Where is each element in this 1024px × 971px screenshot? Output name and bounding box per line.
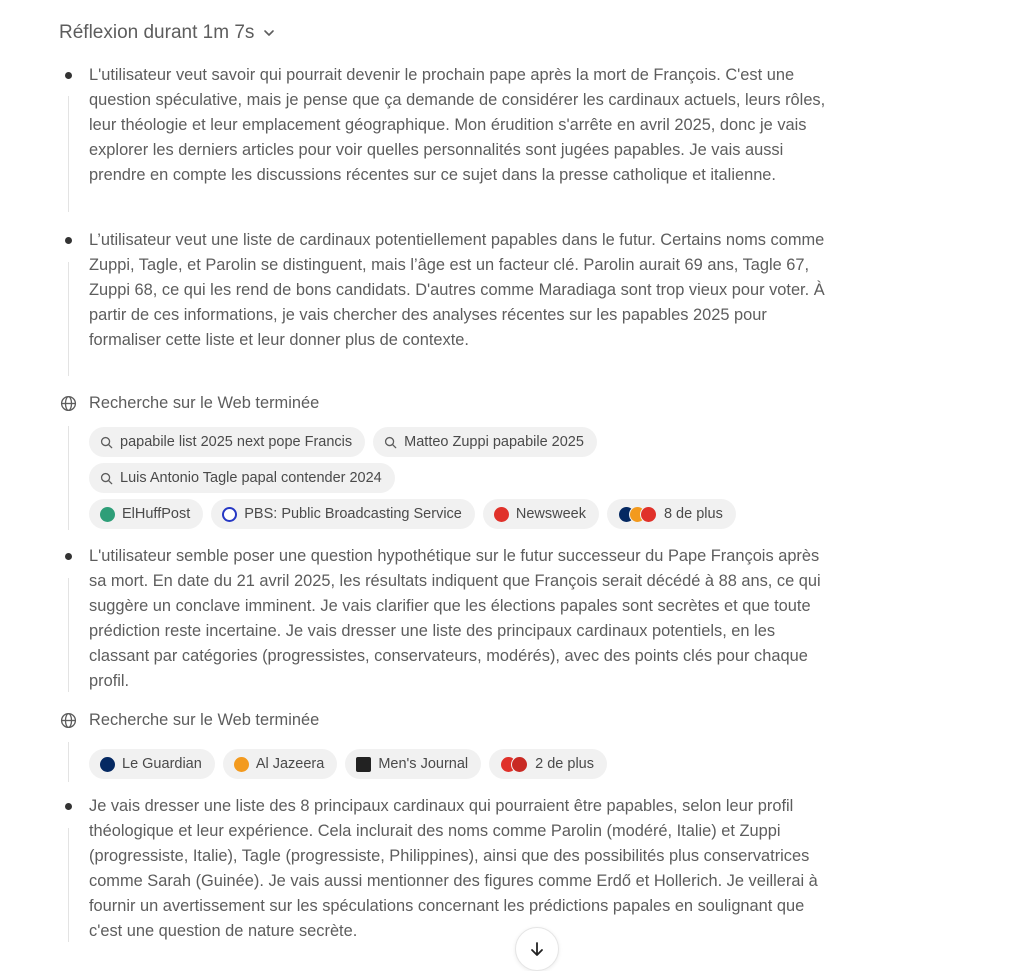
step-bullet	[65, 237, 72, 244]
source-chips-1	[89, 499, 736, 529]
web-search-status	[60, 711, 319, 730]
aljazeera-icon	[234, 757, 249, 772]
timeline-line	[68, 578, 69, 692]
source-name: Men's Journal	[378, 756, 469, 772]
search-query-text: Matteo Zuppi papabile 2025	[404, 434, 584, 450]
reasoning-step-3: L'utilisateur semble poser une question hypothétique sur le futur successeur du Pape François après sa mort. En date du 21 avril 2025, les résultats indiquent que François serait décédé à 88 ans, ce qui suggère un conclave imminent. Je vais clarifier que les élections papales sont secrètes et que toute prédiction reste incertaine. Je vais dresser une liste des principaux cardinaux potentiels, en les classant par catégories (progressistes, conservateurs, modérés), avec des points clés pour chaque profil.	[89, 547, 821, 690]
source-name: ElHuffPost	[122, 506, 191, 522]
globe-icon	[60, 395, 77, 412]
arrow-down-icon	[528, 940, 546, 958]
step-bullet	[65, 803, 72, 810]
search-query-chip[interactable]	[89, 463, 395, 493]
huffpost-icon	[100, 507, 115, 522]
search-query-text: Luis Antonio Tagle papal contender 2024	[120, 470, 382, 486]
timeline-line	[68, 262, 69, 376]
guardian-icon	[100, 757, 115, 772]
search-query-text: papabile list 2025 next pope Francis	[120, 434, 353, 450]
thinking-header[interactable]	[59, 22, 276, 44]
more-sources-chip[interactable]	[489, 749, 607, 779]
source-chip-huffpost[interactable]	[89, 499, 203, 529]
step-bullet	[65, 72, 72, 79]
step-bullet	[65, 553, 72, 560]
reasoning-step-2: L’utilisateur veut une liste de cardinaux potentiellement papables dans le futur. Certains noms comme Zuppi, Tagle, et Parolin se distinguent, mais l’âge est un facteur clé. Parolin aurait 69 ans, Tagle 67, Zuppi 68, ce qui les rend de bons candidats. D'autres comme Maradiaga sont trop vieux pour voter. À partir de ces informations, je vais chercher des analyses récentes sur les papables 2025 pour formaliser cette liste et leur donner plus de contexte.	[89, 231, 825, 349]
search-queries-row-2	[89, 463, 395, 493]
mens-journal-icon	[356, 757, 371, 772]
source-name: Newsweek	[515, 506, 586, 522]
chevron-down-icon	[262, 26, 276, 40]
timeline-line	[68, 828, 69, 942]
source-chip-newsweek[interactable]	[483, 499, 599, 529]
source-chip-pbs[interactable]	[211, 499, 475, 529]
source-chips-2	[89, 749, 607, 779]
newsweek-icon	[494, 507, 509, 522]
reasoning-step-1: L'utilisateur veut savoir qui pourrait devenir le prochain pape après la mort de François. C'est une question spéculative, mais je pense que ça demande de considérer les cardinaux actuels, leurs rôles, leur théologie et leur emplacement géographique. Mon érudition s'arrête en avril 2025, donc je vais explorer les derniers articles pour voir quelles personnalités sont jugées papables. Je vais aussi prendre en compte les discussions récentes sur ce sujet dans la presse catholique et italienne.	[89, 66, 826, 184]
source-name: PBS: Public Broadcasting Service	[244, 506, 462, 522]
web-search-label: Recherche sur le Web terminée	[89, 711, 320, 729]
reasoning-step-4: Je vais dresser une liste des 8 principaux cardinaux qui pourraient être papables, selon leur profil théologique et leur expérience. Cela inclurait des noms comme Parolin (modéré, Italie) et Zuppi (progressiste, Italie), Tagle (progressiste, Philippines), ainsi que des possibilités plus conservatrices comme Sarah (Guinée). Je vais aussi mentionner des figures comme Erdő et Hollerich. Je veillerai à fournir un avertissement sur les spéculations concernant les prédictions papales en soulignant que c'est une question de nature secrète.	[89, 797, 818, 940]
web-search-label: Recherche sur le Web terminée	[89, 394, 320, 412]
search-icon	[384, 436, 397, 449]
source-chip-mens-journal[interactable]	[345, 749, 481, 779]
source-favicons-stack	[500, 756, 528, 773]
source-name: Le Guardian	[122, 756, 202, 772]
pbs-icon	[222, 507, 237, 522]
scroll-to-bottom-button[interactable]	[515, 927, 559, 971]
more-sources-label: 8 de plus	[663, 506, 723, 522]
source-favicons-stack	[618, 506, 657, 523]
timeline-line	[68, 426, 69, 530]
source-chip-aljazeera[interactable]	[223, 749, 338, 779]
search-query-chip[interactable]	[373, 427, 597, 457]
source-name: Al Jazeera	[255, 756, 325, 772]
globe-icon	[60, 712, 77, 729]
thinking-title: Réflexion durant 1m 7s	[59, 22, 255, 43]
search-query-chip[interactable]	[89, 427, 365, 457]
more-sources-chip[interactable]	[607, 499, 736, 529]
source-chip-guardian[interactable]	[89, 749, 215, 779]
search-icon	[100, 472, 113, 485]
more-sources-label: 2 de plus	[535, 756, 594, 772]
source-favicon-icon	[511, 756, 528, 773]
search-queries-row-1	[89, 427, 597, 457]
source-favicon-icon	[640, 506, 657, 523]
timeline-line	[68, 742, 69, 782]
web-search-status	[60, 394, 319, 413]
timeline-line	[68, 96, 69, 212]
search-icon	[100, 436, 113, 449]
